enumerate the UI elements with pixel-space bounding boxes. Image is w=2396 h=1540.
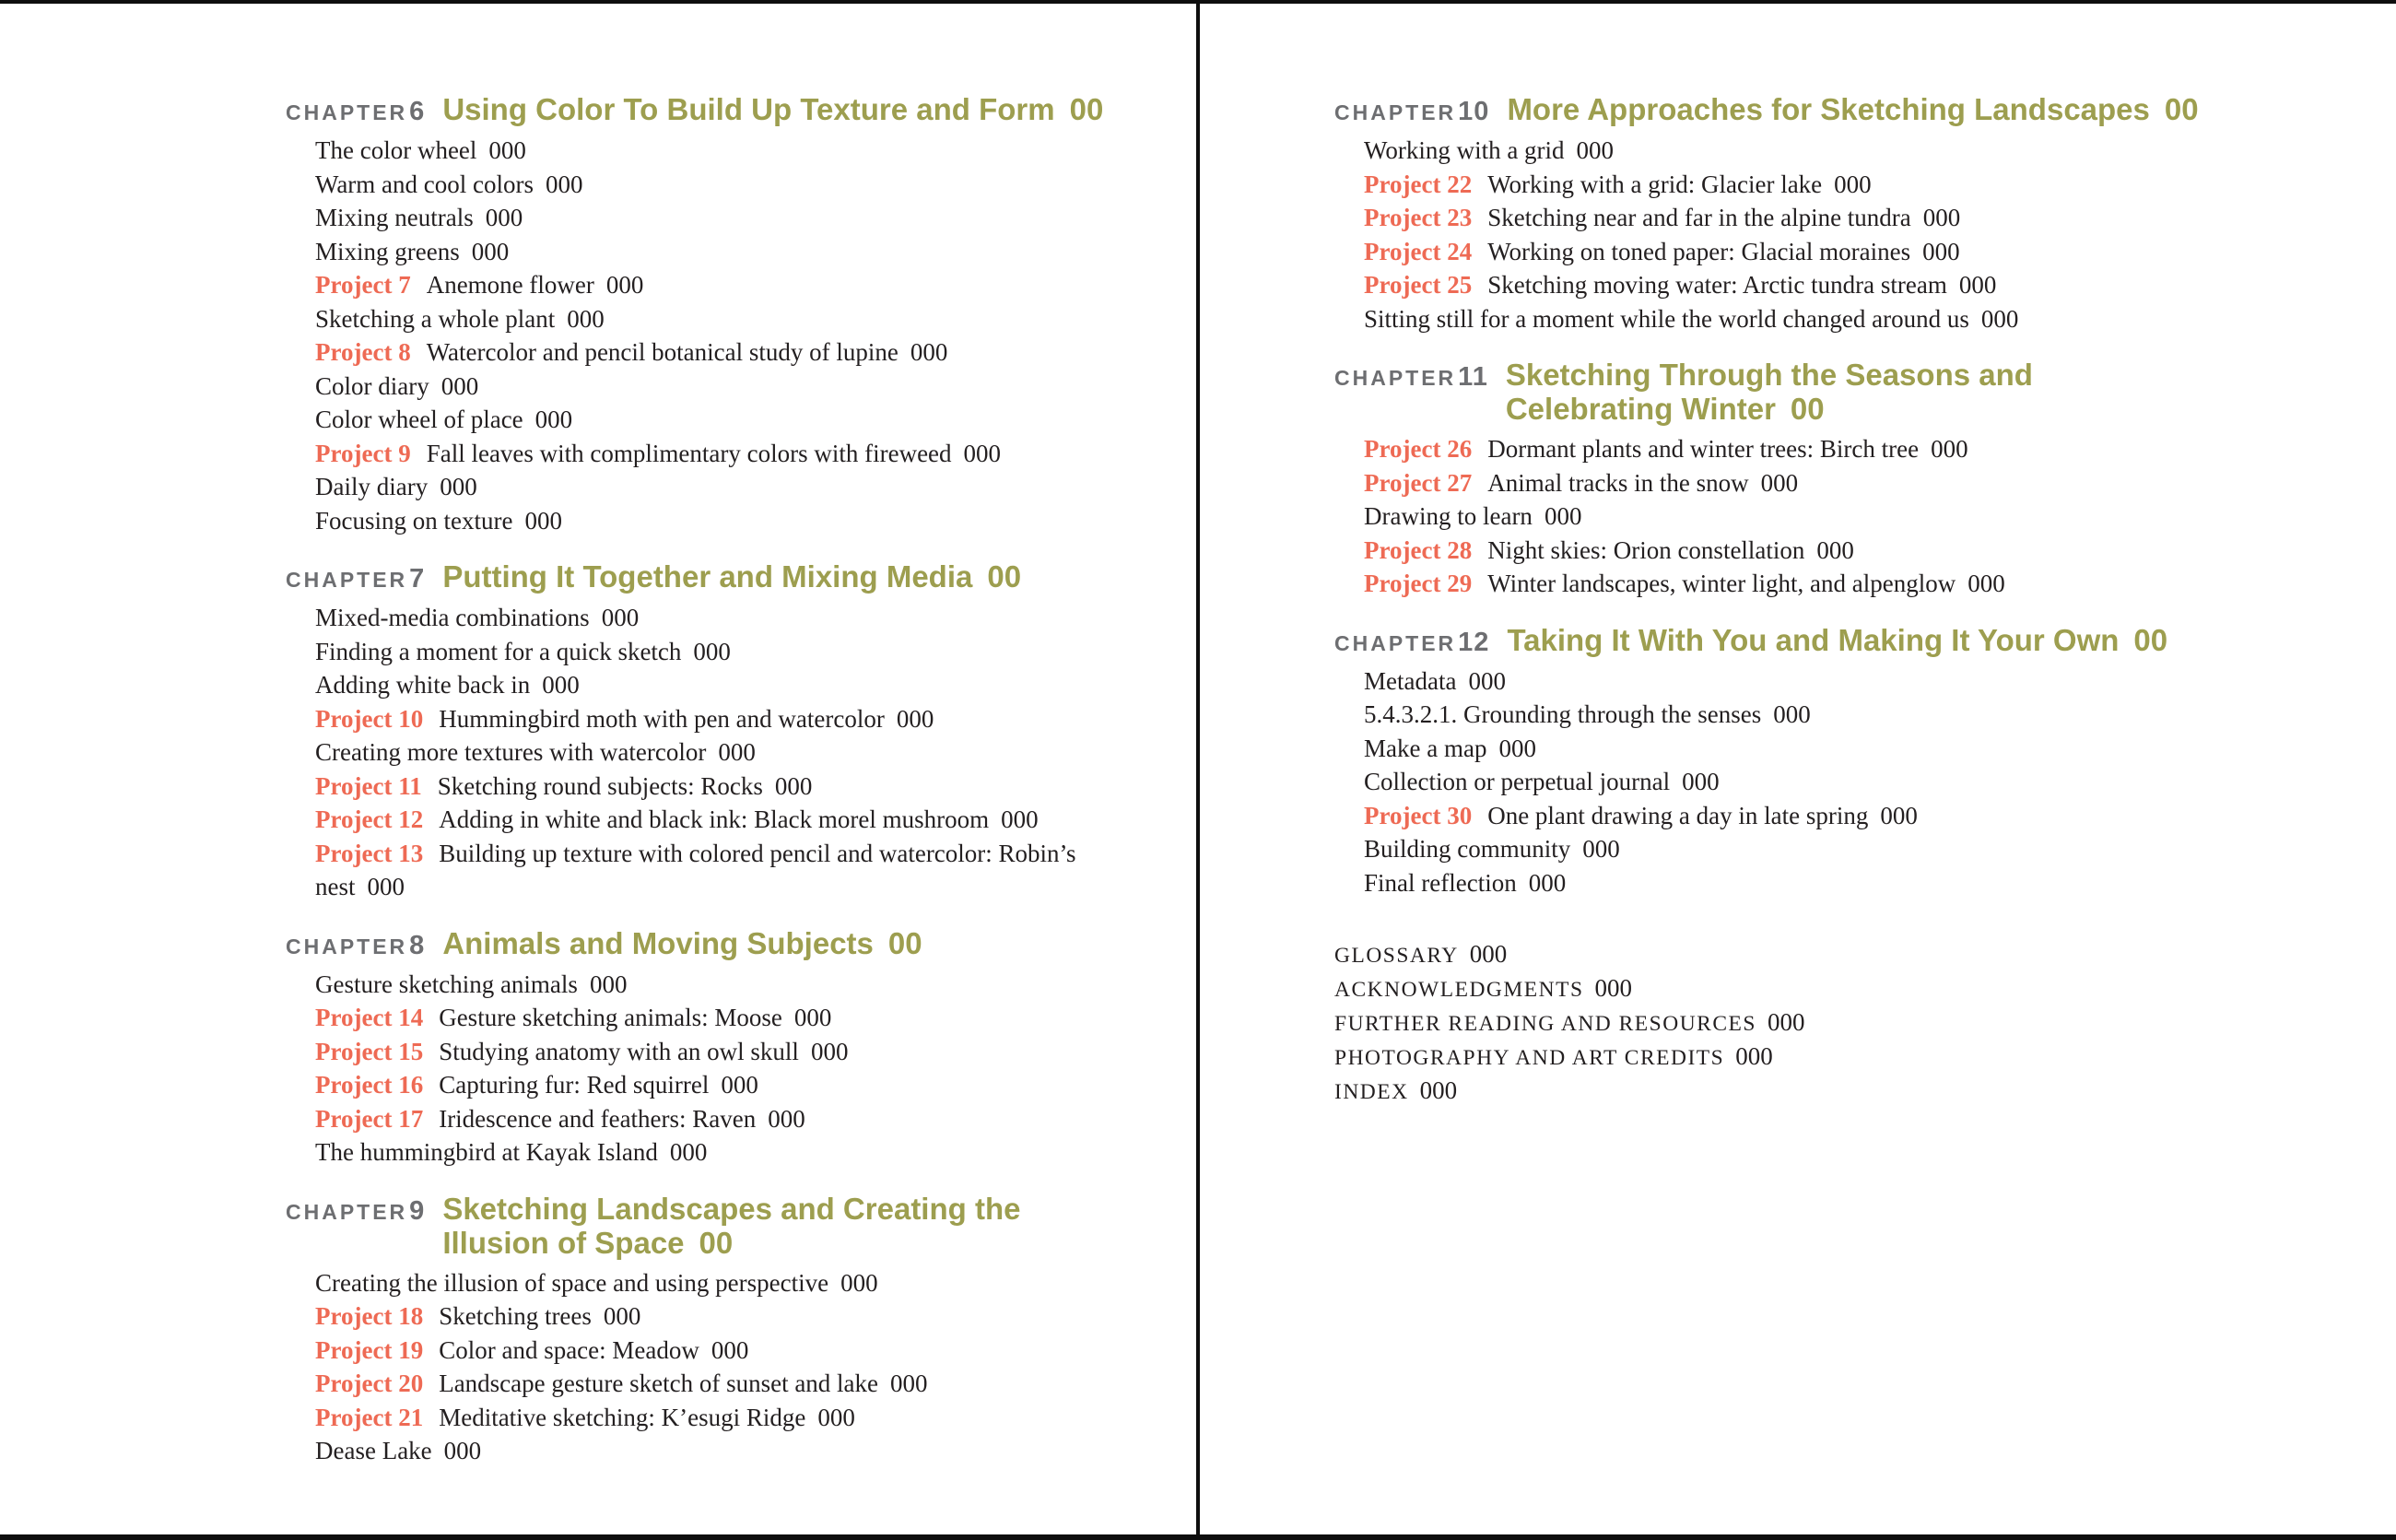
chapter-word: CHAPTER (1334, 366, 1457, 390)
chapter-title-text: More Approaches for Sketching Landscapes (1507, 92, 2150, 126)
toc-item (315, 437, 1143, 471)
back-matter-item (1334, 938, 2113, 972)
item-title: Working with a grid (1364, 136, 1565, 164)
chapter-page-number: 00 (2164, 92, 2199, 126)
center-page-divider (1196, 0, 1200, 1540)
project-label: Project 30 (1364, 801, 1473, 829)
chapter-title-line (442, 559, 1021, 594)
toc-item (1364, 732, 2113, 766)
project-label: Project 22 (1364, 170, 1473, 198)
chapter-title-text: Sketching Landscapes and Creating the (442, 1191, 1021, 1226)
back-matter-title: ACKNOWLEDGMENTS (1334, 978, 1584, 1002)
toc-item (315, 1266, 1143, 1300)
item-title: Landscape gesture sketch of sunset and lake (439, 1370, 879, 1397)
chapter-title-line (442, 1192, 1020, 1226)
toc-item (315, 1434, 1143, 1468)
toc-section (286, 926, 1143, 1170)
item-page-number: 000 (1958, 271, 1997, 299)
item-title: Night skies: Orion constellation (1487, 535, 1805, 564)
toc-item (315, 134, 1143, 168)
item-title: Anemone flower (426, 271, 594, 299)
toc-items (1364, 664, 2113, 900)
project-label: Project 14 (315, 1004, 424, 1031)
item-page-number: 000 (367, 873, 405, 900)
item-page-number: 000 (774, 771, 813, 800)
item-page-number: 000 (1582, 835, 1620, 863)
toc-item (1364, 268, 2113, 302)
item-page-number: 000 (440, 371, 479, 400)
item-title: The color wheel (315, 136, 477, 164)
chapter-title (1506, 358, 2033, 426)
item-page-number: 000 (1967, 570, 2005, 597)
toc-item (315, 1299, 1143, 1334)
chapter-word: CHAPTER (1334, 100, 1457, 124)
item-title: Metadata (1364, 666, 1457, 695)
toc-item (315, 668, 1143, 702)
project-label: Project 18 (315, 1302, 424, 1330)
toc-item (1364, 302, 2113, 336)
toc-item (1364, 765, 2113, 799)
item-title: Mixing greens (315, 237, 460, 265)
item-title: One plant drawing a day in late spring (1487, 801, 1869, 829)
chapter-word: CHAPTER (286, 100, 408, 124)
toc-item (315, 370, 1143, 404)
project-label: Project 10 (315, 704, 424, 733)
section-heading (1334, 92, 2199, 127)
item-title: Animal tracks in the snow (1487, 468, 1749, 497)
toc-item (315, 1135, 1143, 1170)
chapter-page-number: 00 (699, 1225, 734, 1260)
item-title: Daily diary (315, 473, 429, 500)
item-title: Warm and cool colors (315, 170, 534, 198)
item-title: Dease Lake (315, 1437, 432, 1464)
item-page-number: 000 (542, 671, 580, 699)
chapter-title (442, 1192, 1020, 1260)
item-title: Make a map (1364, 734, 1487, 762)
item-title: Color wheel of place (315, 406, 523, 433)
item-page-number: 000 (485, 204, 523, 231)
item-page-number: 000 (896, 704, 934, 733)
toc-item (315, 302, 1143, 336)
item-page-number: 000 (1980, 304, 2019, 333)
project-label: Project 24 (1364, 237, 1473, 265)
item-page-number: 000 (817, 1403, 855, 1431)
toc-section (1334, 622, 2168, 900)
toc-item (1364, 698, 2113, 732)
chapter-number: 12 (1458, 627, 1490, 657)
project-label: Project 7 (315, 271, 411, 299)
toc-items (315, 1266, 1143, 1468)
toc-items (315, 134, 1143, 537)
toc-item (1364, 534, 2113, 568)
item-page-number: 000 (1773, 700, 1811, 728)
toc-item (1364, 664, 2113, 699)
item-page-number: 000 (711, 1335, 749, 1364)
item-title: Meditative sketching: K’esugi Ridge (439, 1403, 806, 1431)
project-label: Project 28 (1364, 535, 1473, 564)
toc-item (315, 702, 1143, 736)
chapter-title-line (1506, 392, 2033, 426)
toc-item (1364, 134, 2113, 168)
chapter-word: CHAPTER (286, 934, 408, 958)
chapter-title-line (1506, 358, 2033, 392)
item-page-number: 000 (721, 1071, 758, 1099)
item-title: Hummingbird moth with pen and watercolor (439, 704, 885, 733)
project-label: Project 25 (1364, 271, 1473, 299)
item-title: Final reflection (1364, 868, 1517, 897)
chapter-title-text: Animals and Moving Subjects (442, 925, 874, 960)
back-matter-item (1334, 1006, 2113, 1040)
item-title: Sketching a whole plant (315, 304, 556, 333)
item-title: Sketching moving water: Arctic tundra stream (1487, 271, 1947, 299)
toc-item (1364, 866, 2113, 900)
page-left (286, 0, 1143, 1468)
item-title: Gesture sketching animals (315, 970, 578, 998)
item-title: Adding in white and black ink: Black morel mushroom (439, 805, 990, 833)
project-label: Project 19 (315, 1335, 424, 1364)
toc-item (1364, 500, 2113, 534)
toc-item (315, 1001, 1143, 1035)
toc-item (1364, 567, 2113, 601)
page-right-content (1334, 0, 2199, 1109)
chapter-title-line (442, 926, 922, 960)
item-title: Iridescence and feathers: Raven (439, 1104, 757, 1133)
item-page-number: 000 (910, 338, 948, 366)
item-page-number: 000 (1834, 170, 1872, 198)
chapter-label (1334, 362, 1488, 393)
project-label: Project 11 (315, 771, 422, 800)
item-page-number: 000 (1922, 237, 1960, 265)
toc-item (315, 403, 1143, 437)
toc-item (1364, 466, 2113, 500)
item-page-number: 000 (669, 1138, 708, 1166)
item-page-number: 000 (1682, 768, 1720, 795)
chapter-label (286, 97, 425, 127)
item-page-number: 000 (1498, 734, 1536, 762)
page-left-content (286, 0, 1143, 1468)
item-title: Working on toned paper: Glacial moraines (1487, 237, 1911, 265)
chapter-title (1507, 92, 2198, 126)
item-title: Sketching round subjects: Rocks (437, 771, 763, 800)
chapter-title-line (442, 92, 1103, 126)
toc-item (1364, 799, 2113, 833)
item-title: Fall leaves with complimentary colors with fireweed (426, 439, 952, 467)
toc-item (315, 803, 1143, 837)
chapter-label (1334, 628, 1489, 658)
chapter-label (1334, 97, 1489, 127)
item-page-number: 000 (534, 406, 573, 433)
item-title: Creating more textures with watercolor (315, 738, 707, 766)
item-title: The hummingbird at Kayak Island (315, 1138, 658, 1166)
back-matter-item (1334, 972, 2113, 1006)
toc-item (315, 1068, 1143, 1102)
item-page-number: 000 (443, 1437, 482, 1464)
item-page-number: 000 (488, 136, 526, 164)
back-matter-page-number: 000 (1735, 1042, 1773, 1070)
section-heading (1334, 622, 2168, 658)
toc-item (315, 635, 1143, 669)
chapter-title (442, 92, 1103, 126)
item-title: Sitting still for a moment while the world changed around us (1364, 304, 1969, 333)
chapter-title-text: Putting It Together and Mixing Media (442, 559, 973, 594)
item-page-number: 000 (567, 304, 605, 333)
chapter-title-line (1507, 623, 2167, 657)
toc-item (315, 1102, 1143, 1136)
item-title: Mixing neutrals (315, 204, 474, 231)
chapter-label (286, 1196, 425, 1227)
chapter-word: CHAPTER (1334, 630, 1457, 655)
back-matter-item (1334, 1075, 2113, 1109)
project-label: Project 21 (315, 1403, 424, 1431)
item-title: Studying anatomy with an owl skull (439, 1037, 799, 1065)
project-label: Project 17 (315, 1104, 424, 1133)
toc-item (315, 1401, 1143, 1435)
section-heading (286, 559, 1143, 594)
back-matter-page-number: 000 (1469, 940, 1508, 968)
item-title: Winter landscapes, winter light, and alpenglow (1487, 570, 1956, 597)
chapter-word: CHAPTER (286, 1199, 408, 1224)
item-title: Creating the illusion of space and using perspective (315, 1268, 829, 1297)
project-label: Project 9 (315, 439, 411, 467)
chapter-number: 9 (409, 1195, 426, 1226)
item-title: Dormant plants and winter trees: Birch tree (1487, 435, 1920, 463)
project-label: Project 23 (1364, 204, 1473, 231)
toc-items (1364, 134, 2113, 335)
item-page-number: 000 (890, 1370, 928, 1397)
chapter-title-text: Taking It With You and Making It Your Own (1507, 622, 2120, 657)
item-page-number: 000 (840, 1268, 878, 1297)
toc-item (315, 968, 1143, 1002)
project-label: Project 27 (1364, 468, 1473, 497)
item-page-number: 000 (793, 1004, 832, 1031)
back-matter-page-number: 000 (1419, 1076, 1458, 1104)
item-page-number: 000 (440, 473, 477, 500)
back-matter-title: INDEX (1334, 1080, 1409, 1104)
item-title: Mixed-media combinations (315, 604, 590, 631)
chapter-title-text: Using Color To Build Up Texture and Form (442, 92, 1055, 126)
chapter-label (286, 931, 425, 961)
chapter-number: 7 (409, 564, 426, 594)
back-matter-title: FURTHER READING AND RESOURCES (1334, 1012, 1756, 1036)
bottom-rule (0, 1534, 2396, 1540)
project-label: Project 15 (315, 1037, 424, 1065)
toc-section (1334, 358, 2113, 601)
item-title: Color and space: Meadow (439, 1335, 699, 1364)
toc-items (1364, 432, 2113, 601)
item-title: Building community (1364, 835, 1571, 863)
back-matter-page-number: 000 (1767, 1008, 1805, 1036)
chapter-number: 11 (1458, 362, 1488, 392)
toc-item (315, 837, 1143, 904)
item-page-number: 000 (546, 170, 583, 198)
item-page-number: 000 (1880, 801, 1918, 829)
section-heading (286, 92, 1143, 127)
item-title: Working with a grid: Glacier lake (1487, 170, 1823, 198)
chapter-number: 8 (409, 930, 426, 960)
toc-item (315, 201, 1143, 235)
toc-item (315, 1334, 1143, 1368)
item-page-number: 000 (471, 237, 510, 265)
toc-item (315, 601, 1143, 635)
back-matter-title: PHOTOGRAPHY AND ART CREDITS (1334, 1046, 1725, 1070)
back-matter-item (1334, 1040, 2113, 1075)
chapter-title (442, 559, 1021, 594)
chapter-page-number: 00 (987, 559, 1022, 594)
chapter-title-text: Sketching Through the Seasons and (1505, 358, 2033, 392)
item-page-number: 000 (603, 1302, 641, 1330)
toc-items (315, 968, 1143, 1170)
toc-item (315, 235, 1143, 269)
item-page-number: 000 (1544, 502, 1582, 530)
chapter-title-text: Illusion of Space (442, 1225, 685, 1260)
chapter-word: CHAPTER (286, 568, 408, 592)
back-matter-title: GLOSSARY (1334, 944, 1459, 968)
item-page-number: 000 (1816, 535, 1854, 564)
toc-item (315, 470, 1143, 504)
chapter-page-number: 00 (2133, 622, 2168, 657)
item-title: Color diary (315, 371, 429, 400)
page-right (1334, 0, 2199, 1109)
project-label: Project 20 (315, 1370, 424, 1397)
toc-items (315, 601, 1143, 904)
item-page-number: 000 (605, 271, 644, 299)
toc-section (1334, 92, 2199, 335)
item-page-number: 000 (1760, 468, 1799, 497)
project-label: Project 29 (1364, 570, 1473, 597)
item-title: Gesture sketching animals: Moose (439, 1004, 782, 1031)
item-title: Adding white back in (315, 671, 531, 699)
item-title: Focusing on texture (315, 506, 513, 535)
toc-section (286, 559, 1143, 904)
item-page-number: 000 (693, 637, 731, 665)
toc-item (315, 504, 1143, 538)
project-label: Project 12 (315, 805, 424, 833)
toc-item (315, 1367, 1143, 1401)
item-title: 5.4.3.2.1. Grounding through the senses (1364, 700, 1762, 728)
chapter-title (442, 926, 922, 960)
item-title: Drawing to learn (1364, 502, 1533, 530)
item-page-number: 000 (601, 604, 640, 631)
toc-section (286, 1192, 1143, 1468)
item-page-number: 000 (1922, 204, 1961, 231)
chapter-title-text: Celebrating Winter (1505, 392, 1776, 426)
item-page-number: 000 (810, 1037, 849, 1065)
project-label: Project 16 (315, 1071, 424, 1099)
item-title: Watercolor and pencil botanical study of lupine (426, 338, 898, 366)
section-heading (286, 926, 1143, 961)
toc-item (1364, 832, 2113, 866)
item-title: Building up texture with colored pencil and watercolor: Robin’s nest (315, 839, 1076, 900)
toc-item (1364, 168, 2113, 202)
project-label: Project 8 (315, 338, 411, 366)
item-title: Sketching trees (439, 1302, 592, 1330)
chapter-page-number: 00 (1790, 392, 1825, 426)
section-heading (286, 1192, 1143, 1260)
toc-item (1364, 201, 2113, 235)
toc-item (315, 770, 1143, 804)
item-page-number: 000 (1001, 805, 1039, 833)
toc-item (1364, 432, 2113, 466)
chapter-title-line (1507, 92, 2198, 126)
project-label: Project 26 (1364, 435, 1473, 463)
toc-item (1364, 235, 2113, 269)
item-title: Finding a moment for a quick sketch (315, 637, 682, 665)
toc-item (315, 268, 1143, 302)
item-page-number: 000 (1468, 666, 1506, 695)
item-page-number: 000 (1576, 136, 1615, 164)
item-page-number: 000 (718, 738, 756, 766)
item-title: Collection or perpetual journal (1364, 768, 1671, 795)
item-page-number: 000 (1931, 435, 1968, 463)
chapter-label (286, 564, 425, 594)
chapter-title-line (442, 1226, 1020, 1260)
item-page-number: 000 (768, 1104, 805, 1133)
item-page-number: 000 (1528, 868, 1567, 897)
toc-section (286, 92, 1143, 537)
toc-item (315, 335, 1143, 370)
chapter-title (1507, 623, 2167, 657)
chapter-page-number: 00 (1069, 92, 1104, 126)
item-title: Sketching near and far in the alpine tundra (1487, 204, 1911, 231)
section-heading (1334, 358, 2113, 426)
toc-item (315, 1035, 1143, 1069)
chapter-number: 6 (409, 97, 426, 126)
back-matter-page-number: 000 (1594, 974, 1633, 1002)
back-matter (1334, 938, 2113, 1109)
item-title: Capturing fur: Red squirrel (439, 1071, 710, 1099)
project-label: Project 13 (315, 839, 424, 867)
toc-item (315, 168, 1143, 202)
toc-item (315, 735, 1143, 770)
item-page-number: 000 (524, 506, 562, 535)
item-page-number: 000 (589, 970, 628, 998)
chapter-number: 10 (1458, 97, 1490, 126)
chapter-page-number: 00 (887, 925, 922, 960)
item-page-number: 000 (963, 439, 1002, 467)
